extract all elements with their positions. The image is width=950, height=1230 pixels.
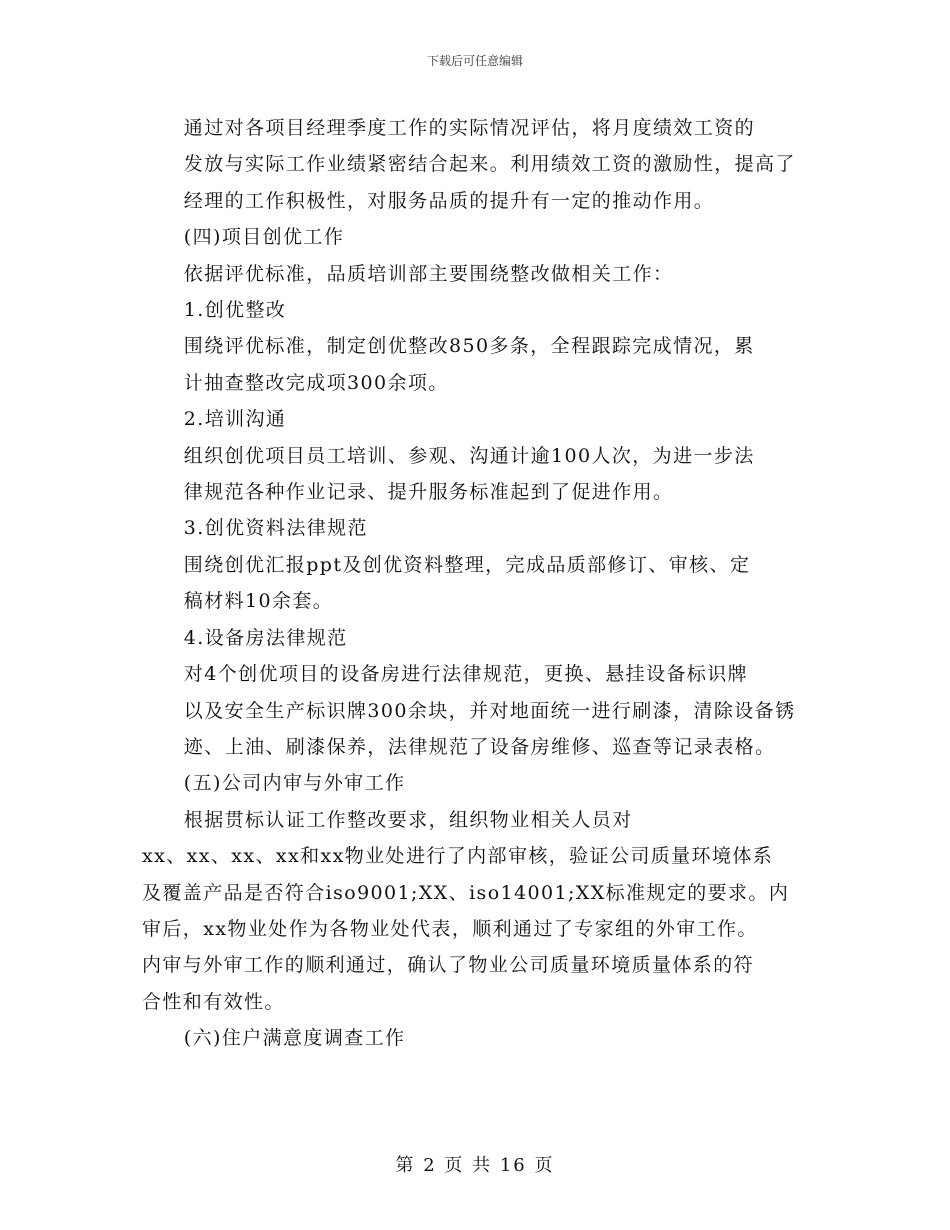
text-line: 1.创优整改 xyxy=(183,299,287,322)
text-line: (四)项目创优工作 xyxy=(183,226,345,249)
text-line: (六)住户满意度调查工作 xyxy=(183,1027,406,1050)
text-line: 律规范各种作业记录、提升服务标准起到了促进作用。 xyxy=(183,481,674,504)
paragraph xyxy=(142,1020,808,1056)
text-line: 组织创优项目员工培训、参观、沟通计逾100人次，为进一步法 xyxy=(183,444,755,467)
text-line: 通过对各项目经理季度工作的实际情况评估，将月度绩效工资的 xyxy=(183,117,755,139)
text-line: 依据评优标准，品质培训部主要围绕整改做相关工作： xyxy=(183,262,674,285)
paragraph xyxy=(142,838,808,1020)
text-line: 稿材料10余套。 xyxy=(183,590,334,613)
document-body xyxy=(142,110,808,1057)
paragraph xyxy=(142,256,808,292)
page-number: 第 2 页 共 16 页 xyxy=(395,1155,555,1176)
text-line: xx、xx、xx、xx和xx物业处进行了内部审核，验证公司质量环境体系 xyxy=(142,845,774,868)
paragraph xyxy=(142,110,808,219)
text-line: 及覆盖产品是否符合iso9001;XX、iso14001;XX标准规定的要求。内 xyxy=(142,881,790,904)
text-line: 计抽查整改完成项300余项。 xyxy=(183,371,449,394)
paragraph xyxy=(142,656,808,765)
text-line: 发放与实际工作业绩紧密结合起来。利用绩效工资的激励性，提高了 xyxy=(183,153,796,176)
text-line: 3.创优资料法律规范 xyxy=(183,517,368,540)
text-line: 迹、上油、刷漆保养，法律规范了设备房维修、巡查等记录表格。 xyxy=(183,735,776,758)
text-line: 根据贯标认证工作整改要求，组织物业相关人员对 xyxy=(183,808,633,831)
text-line: 经理的工作积极性，对服务品质的提升有一定的推动作用。 xyxy=(183,189,715,212)
paragraph xyxy=(142,802,808,838)
paragraph xyxy=(142,620,808,656)
paragraph xyxy=(142,547,808,620)
paragraph xyxy=(142,401,808,437)
page-header-note: 下载后可任意编辑 xyxy=(426,54,523,68)
text-line: 4.设备房法律规范 xyxy=(183,626,348,649)
text-line: 2.培训沟通 xyxy=(183,408,287,431)
text-line: 审后，xx物业处作为各物业处代表，顺利通过了专家组的外审工作。 xyxy=(142,917,758,940)
paragraph xyxy=(142,510,808,546)
text-line: 围绕创优汇报ppt及创优资料整理，完成品质部修订、审核、定 xyxy=(183,553,751,576)
text-line: 合性和有效性。 xyxy=(142,990,285,1013)
text-line: 以及安全生产标识牌300余块，并对地面统一进行刷漆，清除设备锈 xyxy=(183,699,796,722)
paragraph xyxy=(142,328,808,401)
paragraph xyxy=(142,292,808,328)
paragraph xyxy=(142,765,808,801)
text-line: 围绕评优标准，制定创优整改850多条，全程跟踪完成情况，累 xyxy=(183,335,755,358)
paragraph xyxy=(142,438,808,511)
paragraph xyxy=(142,219,808,255)
text-line: 对4个创优项目的设备房进行法律规范，更换、悬挂设备标识牌 xyxy=(183,663,749,686)
text-line: (五)公司内审与外审工作 xyxy=(183,772,406,795)
text-line: 内审与外审工作的顺利通过，确认了物业公司质量环境质量体系的符 xyxy=(142,954,755,977)
